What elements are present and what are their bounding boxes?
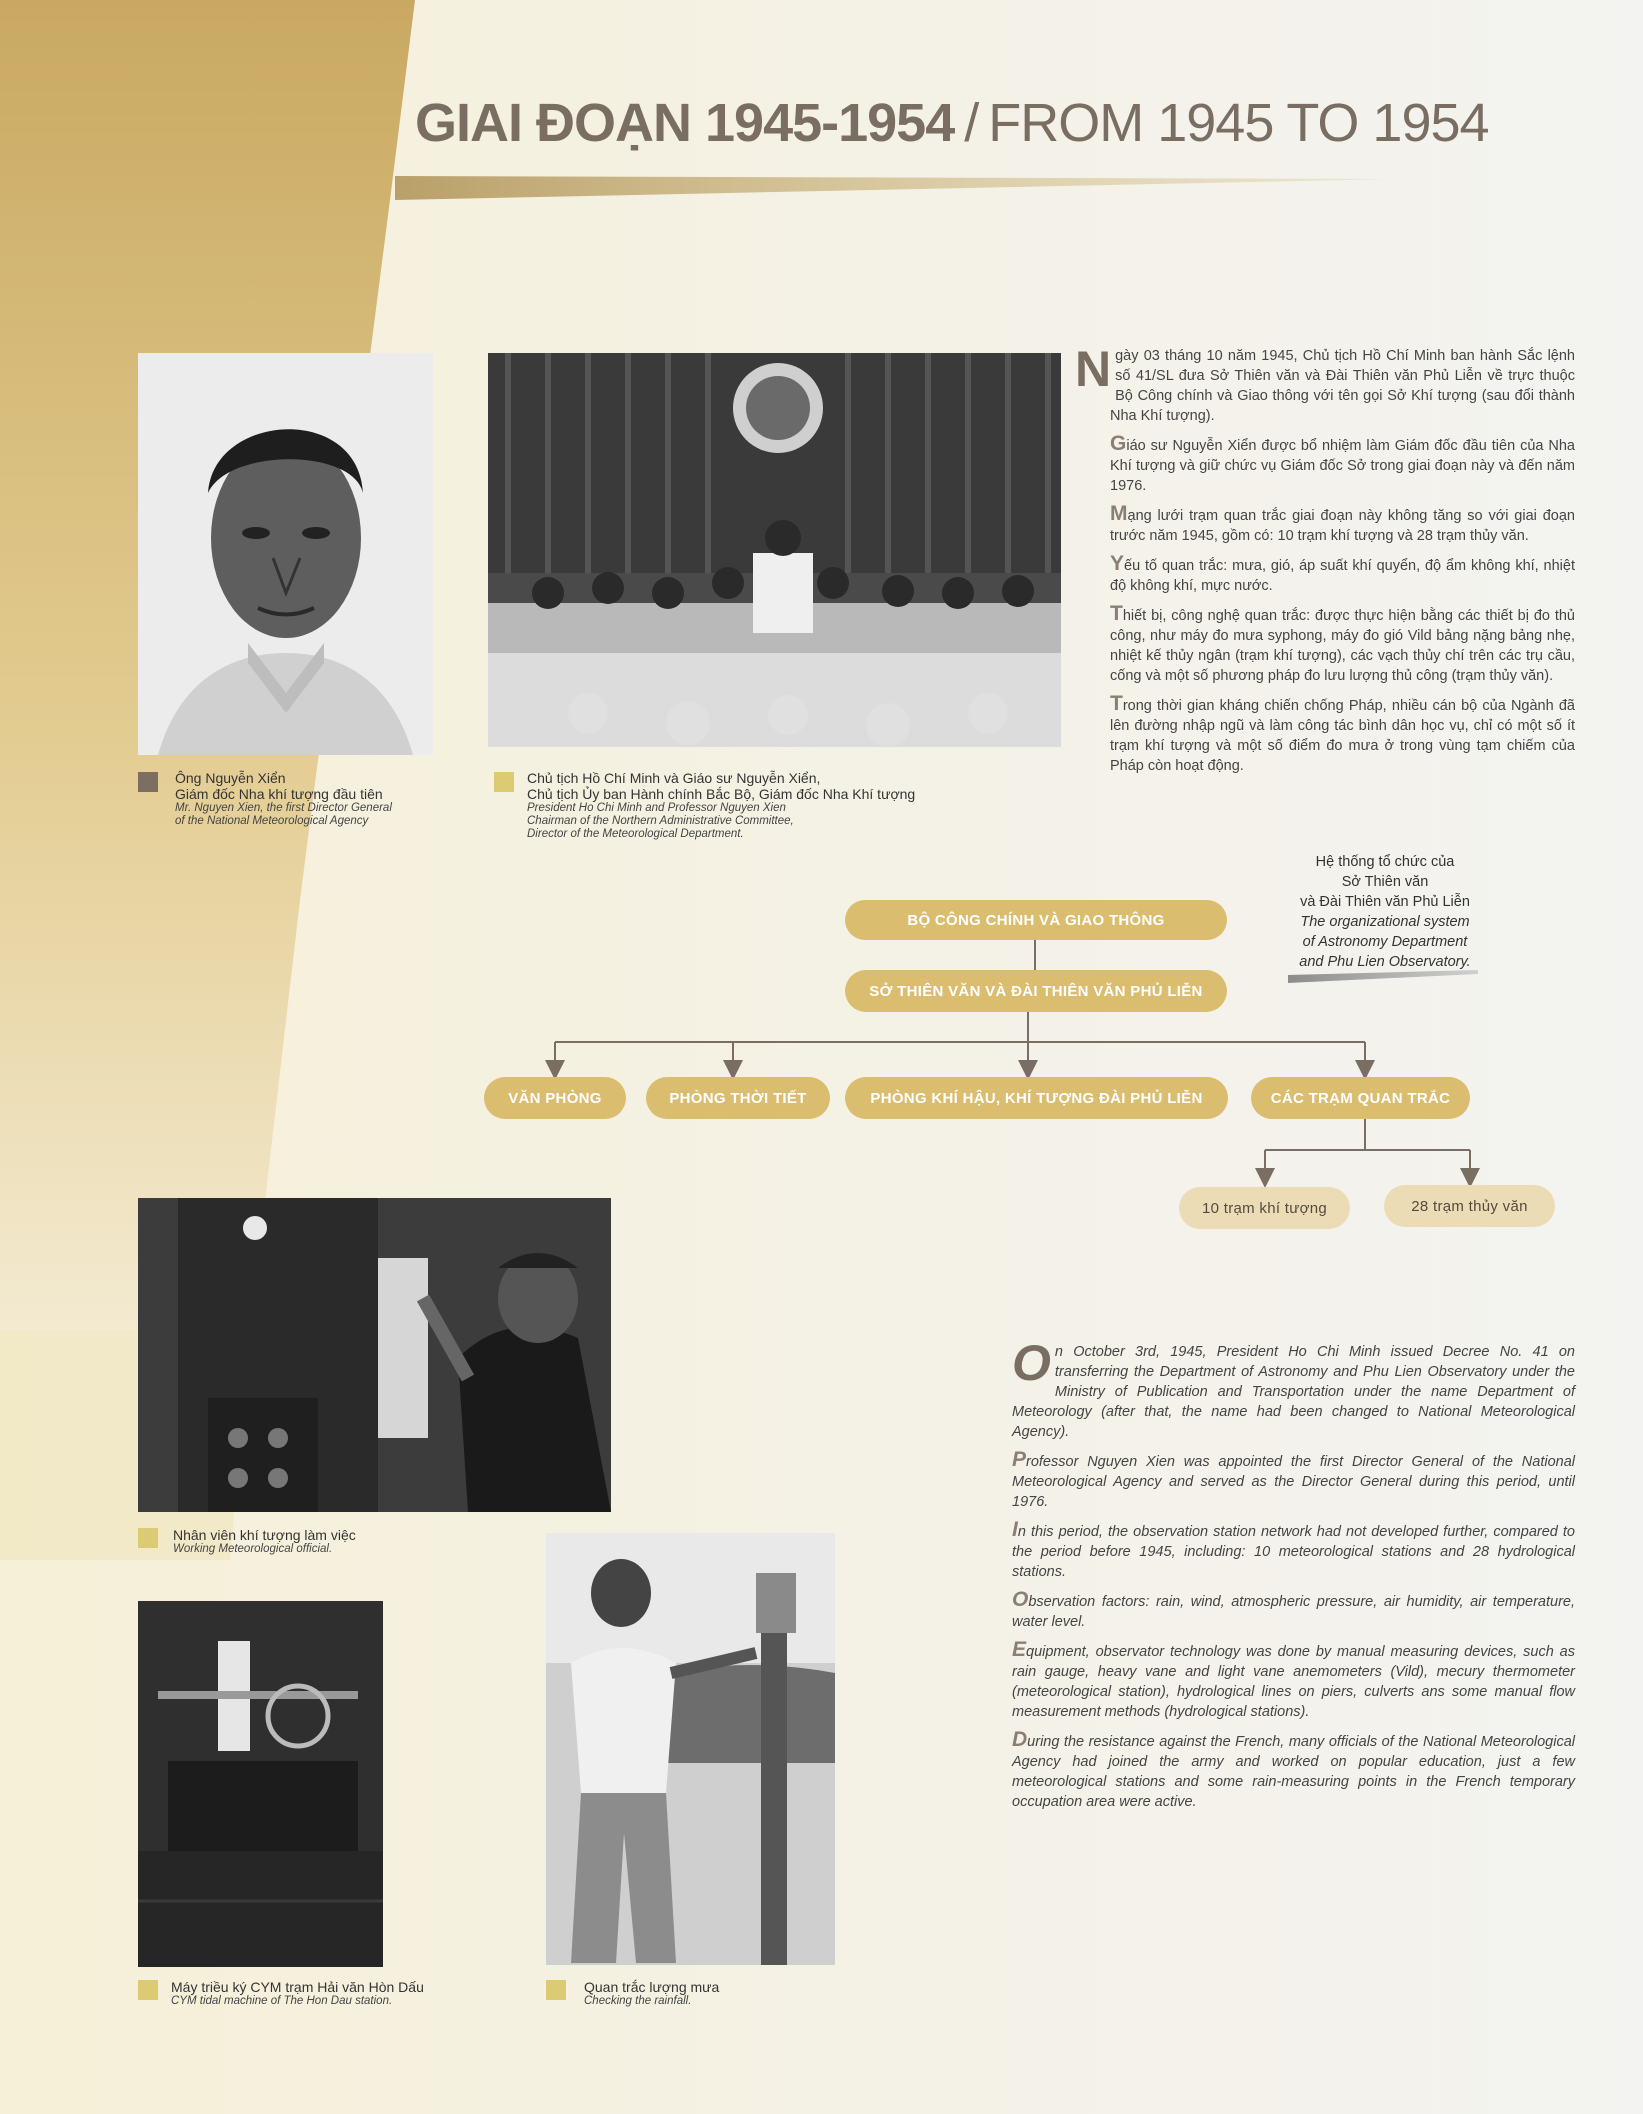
caption-tide [171,1979,471,2008]
org-node-stations: CÁC TRẠM QUAN TRẮC [1251,1077,1470,1119]
portrait-photo [138,353,433,755]
org-node-met-stations: 10 trạm khí tượng [1179,1187,1350,1229]
vn-p6-text: rong thời gian kháng chiến chống Pháp, nhiều cán bộ của Ngành đã lên đường nhập ngũ và làm công tác bình dân học vụ, chỉ có một số ít trạm khí tượng và một số điểm đo mưa ở trong vùng tạm chiếm của Pháp còn hoạt động. [1110,698,1575,774]
org-note-en-1: The organizational system [1300,914,1470,930]
en-paragraph-5 [1012,1640,1575,1722]
vn-p3-text: ạng lưới trạm quan trắc giai đoạn này không tăng so với giai đoạn trước năm 1945, gồm có: 10 trạm khí tượng và 28 trạm thủy văn. [1110,508,1575,544]
worker-photo [138,1198,611,1512]
org-node-ministry: BỘ CÔNG CHÍNH VÀ GIAO THÔNG [845,900,1227,940]
en-p5-initial: E [1012,1638,1027,1661]
vn-paragraph-3 [1110,504,1575,546]
en-p2-initial: P [1012,1448,1027,1471]
caption-portrait-en: Mr. Nguyen Xien, the first Director General [175,802,392,814]
caption-meeting-vi: Chủ tịch Hồ Chí Minh và Giáo sư Nguyễn Xiển, [527,770,821,786]
vn-paragraph-6 [1110,694,1575,776]
org-node-weather-dept: PHÒNG THỜI TIẾT [646,1077,830,1119]
caption-marker-tide [138,1980,158,2000]
vn-p4-initial: Y [1110,552,1125,575]
org-node-climate-dept: PHÒNG KHÍ HẬU, KHÍ TƯỢNG ĐÀI PHỦ LIỄN [845,1077,1228,1119]
org-node-hydro-stations: 28 trạm thủy văn [1384,1185,1555,1227]
caption-tide-en: CYM tidal machine of The Hon Dau station. [171,1995,393,2007]
vn-paragraph-4 [1110,554,1575,596]
caption-marker-portrait [138,772,158,792]
vn-paragraph-5 [1110,604,1575,686]
page-title [415,92,1489,154]
caption-meeting-en-3: Director of the Meteorological Department. [527,828,744,840]
en-p6-text: uring the resistance against the French, many officials of the National Meteorological Agency had joined the army and worked on popular education, just a few meteorological stations and some rain-measuring points in the French temporary occupation area were active. [1012,1734,1575,1810]
en-paragraph-2 [1012,1450,1575,1512]
caption-rain-en: Checking the rainfall. [584,1995,692,2007]
vn-p6-initial: T [1110,692,1123,715]
english-body-text [1012,1335,1575,1820]
caption-portrait-vi-2: Giám đốc Nha khí tượng đầu tiên [175,786,383,802]
en-paragraph-3 [1012,1520,1575,1582]
vn-p2-text: iáo sư Nguyễn Xiển được bổ nhiệm làm Giám đốc đầu tiên của Nha Khí tượng và giữ chức vụ Giám đốc Sở trong giai đoạn này và đến năm 1976. [1110,438,1575,494]
en-paragraph-6 [1012,1730,1575,1812]
org-chart-note [1265,852,1505,972]
caption-worker-en: Working Meteorological official. [173,1543,333,1555]
vn-p1-text: gày 03 tháng 10 năm 1945, Chủ tịch Hồ Chí Minh ban hành Sắc lệnh số 41/SL đưa Sở Thiên văn và Đài Thiên văn Phủ Liễn về trực thuộc Bộ Công chính và Giao thông với tên gọi Sở Khí tượng (sau đổi thành Nha Khí tượng). [1110,348,1575,424]
en-p4-text: bservation factors: rain, wind, atmospheric pressure, air humidity, air temperature, water level. [1012,1594,1575,1630]
vn-p5-initial: T [1110,602,1123,625]
vietnamese-body-text [1075,341,1575,784]
vn-p1-initial: N [1075,341,1112,397]
caption-meeting-vi-2: Chủ tịch Ủy ban Hành chính Bắc Bộ, Giám đốc Nha Khí tượng [527,786,916,802]
org-note-vi-1: Hệ thống tổ chức của [1315,854,1455,870]
org-note-vi-3: và Đài Thiên văn Phủ Liễn [1300,894,1470,910]
en-p4-initial: O [1012,1588,1029,1611]
caption-marker-rain [546,1980,566,2000]
vn-p4-text: ếu tố quan trắc: mưa, gió, áp suất khí quyển, độ ẩm không khí, nhiệt độ không khí, mực nước. [1110,558,1575,594]
title-vi: GIAI ĐOẠN 1945-1954 [415,93,955,153]
rainfall-photo [546,1533,835,1965]
caption-portrait-vi: Ông Nguyễn Xiển [175,770,286,786]
caption-tide-vi: Máy triều ký CYM trạm Hải văn Hòn Dấu [171,1979,424,1995]
en-p5-text: quipment, observator technology was done by manual measuring devices, such as rain gauge, heavy vane and light vane anemometers (Vild), mecury thermometer (meteorological station), hydrological lines on piers, culverts ans some manual flow measurement methods (hydrological stations). [1012,1644,1575,1720]
en-p3-text: n this period, the observation station network had not developed further, compared to the period before 1945, including: 10 meteorological stations and 28 hydrological stations. [1012,1524,1575,1580]
org-node-observatory: SỞ THIÊN VĂN VÀ ĐÀI THIÊN VĂN PHỦ LIỄN [845,970,1227,1012]
en-p6-initial: D [1012,1728,1028,1751]
vn-p2-initial: G [1110,432,1127,455]
vn-paragraph-2 [1110,434,1575,496]
org-note-en-3: and Phu Lien Observatory. [1299,954,1471,970]
en-p1-initial: O [1012,1335,1051,1391]
en-paragraph-4 [1012,1590,1575,1632]
vn-p3-initial: M [1110,502,1128,525]
vn-paragraph-1 [1075,341,1575,426]
caption-portrait-en-2: of the National Meteorological Agency [175,815,369,827]
caption-worker-vi: Nhân viên khí tượng làm việc [173,1527,356,1543]
caption-worker [173,1527,473,1556]
en-p1-text: n October 3rd, 1945, President Ho Chi Minh issued Decree No. 41 on transferring the Department of Astronomy and Phu Lien Observatory under the Ministry of Publication and Transportation under the name Department of Meteorology (after that, the name had been changed to National Meteorological Agency). [1012,1344,1575,1440]
en-paragraph-1 [1012,1335,1575,1442]
en-p2-text: rofessor Nguyen Xien was appointed the first Director General of the National Meteorological Agency and served as the Director General during this period, until 1976. [1012,1454,1575,1510]
caption-marker-meeting [494,772,514,792]
tide-machine-photo [138,1601,383,1967]
meeting-photo [488,353,1061,747]
caption-marker-worker [138,1528,158,1548]
title-en: FROM 1945 TO 1954 [988,93,1489,153]
caption-meeting-en: President Ho Chi Minh and Professor Nguyen Xien [527,802,786,814]
title-separator: / [964,93,979,153]
vn-p5-text: hiết bị, công nghệ quan trắc: được thực hiện bằng các thiết bị đo thủ công, như máy đo mưa syphong, máy đo gió Vild bảng nặng bảng nhẹ, nhiệt kế thủy ngân (trạm khí tượng), các vạch thủy chí trên các trụ cầu, cống và một số phương pháp đo lưu lượng thủ công (trạm thủy văn). [1110,608,1575,684]
caption-rain [584,1979,834,2008]
caption-meeting [527,770,1047,841]
caption-rain-vi: Quan trắc lượng mưa [584,1979,720,1995]
en-p3-initial: I [1012,1518,1018,1541]
caption-meeting-en-2: Chairman of the Northern Administrative Committee, [527,815,794,827]
org-note-en-2: of Astronomy Department [1302,934,1468,950]
org-note-vi-2: Sở Thiên văn [1341,874,1429,890]
org-node-office: VĂN PHÒNG [484,1077,626,1119]
caption-portrait [175,770,475,828]
